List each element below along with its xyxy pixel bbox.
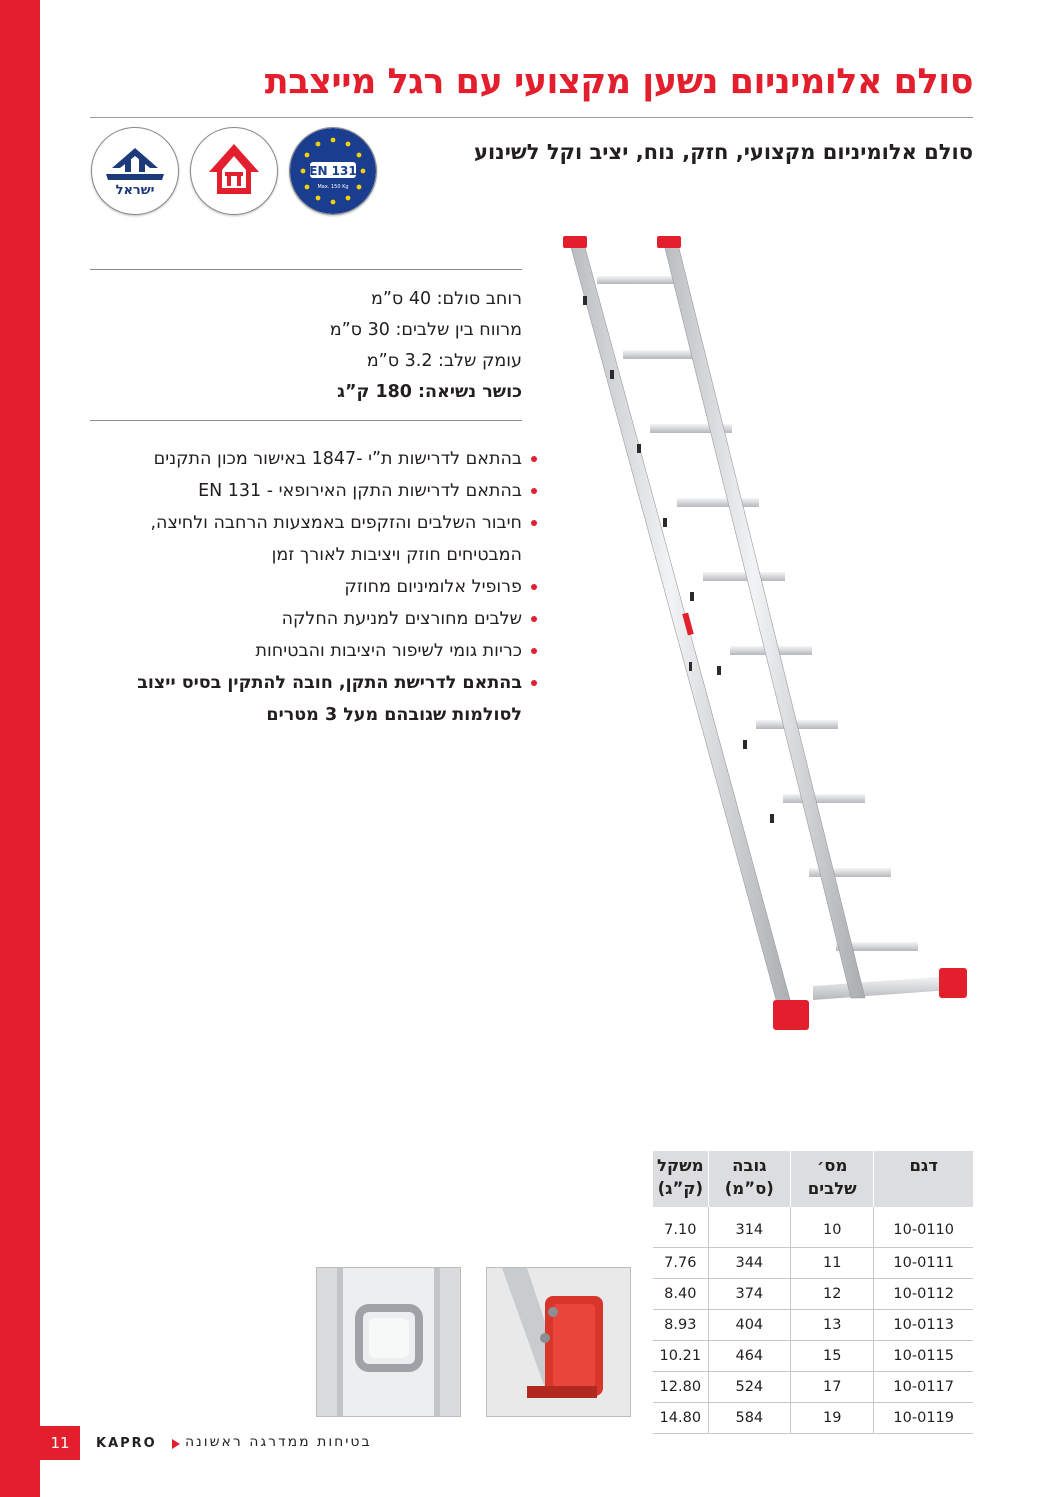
cell-model: 10-0110 bbox=[874, 1207, 973, 1248]
cell-height: 314 bbox=[708, 1207, 790, 1248]
specs-list bbox=[102, 284, 522, 408]
cell-model: 10-0117 bbox=[874, 1372, 973, 1403]
table-row bbox=[653, 1207, 973, 1248]
cell-height: 524 bbox=[708, 1372, 790, 1403]
cell-weight: 8.40 bbox=[653, 1279, 708, 1310]
spec-load-capacity: כושר נשיאה: 180 ק”ג bbox=[337, 382, 522, 402]
table-row bbox=[653, 1403, 973, 1434]
cell-model: 10-0112 bbox=[874, 1279, 973, 1310]
header-height-line2: (ס”מ) bbox=[724, 1179, 774, 1198]
cell-weight: 14.80 bbox=[653, 1403, 708, 1434]
list-item: חיבור השלבים והזקפים באמצעות הרחבה ולחיצה, המבטיחים חוזק ויציבות לאורך זמן bbox=[78, 507, 538, 571]
table-header-row bbox=[653, 1151, 973, 1207]
rubber-foot-photo bbox=[486, 1267, 631, 1417]
specs-top-divider bbox=[90, 269, 522, 270]
feature-list bbox=[78, 443, 538, 731]
models-table bbox=[653, 1151, 973, 1434]
cell-weight: 12.80 bbox=[653, 1372, 708, 1403]
header-weight-line2: (ק”ג) bbox=[657, 1179, 704, 1198]
cell-weight: 7.76 bbox=[653, 1248, 708, 1279]
cell-model: 10-0119 bbox=[874, 1403, 973, 1434]
list-item: בהתאם לדרישת התקן, חובה להתקין בסיס ייצוב לסולמות שגובהם מעל 3 מטרים bbox=[78, 667, 538, 731]
cell-steps: 13 bbox=[791, 1310, 874, 1341]
header-steps-line1: מס׳ bbox=[816, 1156, 848, 1175]
list-item: פרופיל אלומיניום מחוזק bbox=[78, 571, 538, 603]
list-item: שלבים מחורצים למניעת החלקה bbox=[78, 603, 538, 635]
cell-height: 374 bbox=[708, 1279, 790, 1310]
spec-rung-depth: עומק שלב: 3.2 ס”מ bbox=[366, 351, 522, 371]
specs-bottom-divider bbox=[90, 420, 522, 421]
en131-badge-icon bbox=[289, 127, 377, 215]
list-item: בהתאם לדרישות ת”י -1847 באישור מכון התקנים bbox=[78, 443, 538, 475]
spec-width: רוחב סולם: 40 ס”מ bbox=[370, 289, 522, 309]
header-model: דגם bbox=[874, 1151, 973, 1207]
left-red-bar bbox=[0, 0, 40, 1497]
cell-steps: 19 bbox=[791, 1403, 874, 1434]
left-rail-top-cap bbox=[563, 236, 587, 248]
header-height bbox=[708, 1151, 790, 1207]
cell-height: 464 bbox=[708, 1341, 790, 1372]
list-item: כריות גומי לשיפור היציבות והבטיחות bbox=[78, 635, 538, 667]
cell-weight: 10.21 bbox=[653, 1341, 708, 1372]
header-weight-line1: משקל bbox=[657, 1156, 704, 1175]
footer-tagline: בטיחות ממדרגה ראשונה bbox=[185, 1434, 372, 1450]
cell-height: 344 bbox=[708, 1248, 790, 1279]
brand-arrow-icon bbox=[172, 1439, 180, 1449]
table-row bbox=[653, 1341, 973, 1372]
ladder-product-illustration bbox=[555, 228, 985, 1048]
en131-badge-sublabel: Max. 150 Kg bbox=[317, 184, 349, 190]
cell-steps: 12 bbox=[791, 1279, 874, 1310]
cell-model: 10-0111 bbox=[874, 1248, 973, 1279]
cell-weight: 7.10 bbox=[653, 1207, 708, 1248]
subtitle: סולם אלומיניום מקצועי, חזק, נוח, יציב וקל לשינוע bbox=[473, 140, 973, 164]
ladder-right-rail bbox=[663, 240, 865, 998]
israel-made-badge-icon bbox=[91, 127, 179, 215]
table-row bbox=[653, 1372, 973, 1403]
header-height-line1: גובה bbox=[732, 1156, 767, 1175]
right-foot-pad bbox=[939, 968, 967, 998]
header-weight bbox=[653, 1151, 708, 1207]
stabilizer-bar bbox=[813, 976, 950, 1000]
page-title: סולם אלומיניום נשען מקצועי עם רגל מייצבת bbox=[264, 62, 973, 102]
page-number: 11 bbox=[40, 1426, 80, 1460]
header-steps-line2: שלבים bbox=[807, 1179, 857, 1198]
cell-model: 10-0113 bbox=[874, 1310, 973, 1341]
cell-weight: 8.93 bbox=[653, 1310, 708, 1341]
spec-rung-spacing: מרווח בין שלבים: 30 ס”מ bbox=[329, 320, 522, 340]
cell-steps: 17 bbox=[791, 1372, 874, 1403]
cell-height: 404 bbox=[708, 1310, 790, 1341]
cell-steps: 11 bbox=[791, 1248, 874, 1279]
cell-model: 10-0115 bbox=[874, 1341, 973, 1372]
en131-badge-label: EN 131 bbox=[309, 164, 357, 178]
header-steps bbox=[791, 1151, 874, 1207]
right-rail-top-cap bbox=[657, 236, 681, 248]
list-item: בהתאם לדרישות התקן האירופאי - EN 131 bbox=[78, 475, 538, 507]
cell-steps: 10 bbox=[791, 1207, 874, 1248]
table-row bbox=[653, 1310, 973, 1341]
cell-steps: 15 bbox=[791, 1341, 874, 1372]
left-foot-pad bbox=[773, 1000, 809, 1030]
table-row bbox=[653, 1248, 973, 1279]
cell-height: 584 bbox=[708, 1403, 790, 1434]
rung-joint-photo bbox=[316, 1267, 461, 1417]
israel-badge-label: ישראל bbox=[115, 183, 155, 198]
title-divider bbox=[90, 117, 973, 118]
standards-institute-badge-icon bbox=[190, 127, 278, 215]
table-row bbox=[653, 1279, 973, 1310]
brand-logo: KAPRO bbox=[96, 1436, 157, 1451]
